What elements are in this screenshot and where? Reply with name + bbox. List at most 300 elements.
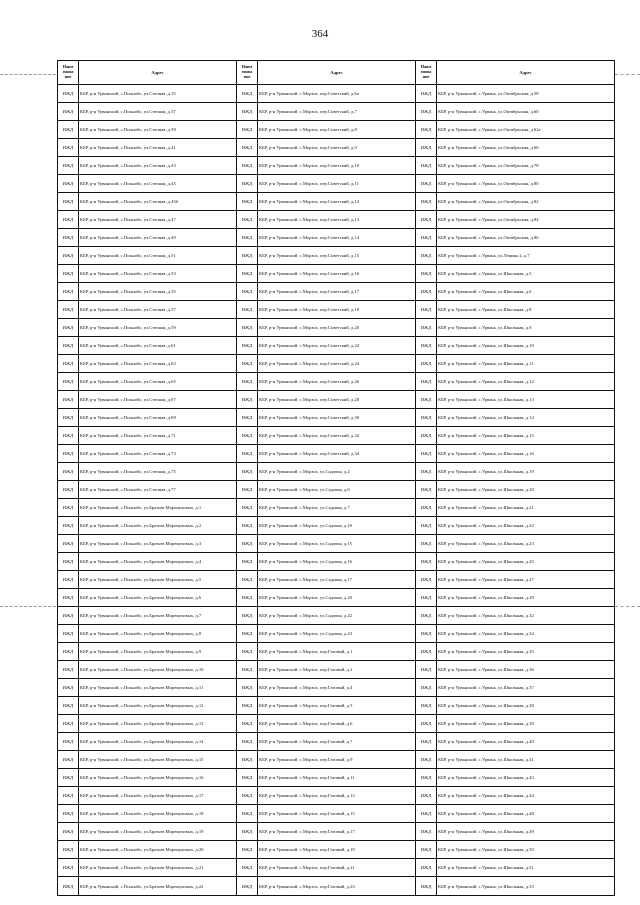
type-cell: ИЖД	[58, 805, 79, 823]
address-cell: КБР, р-н Урванский, с.Морзох, ул.Садовая, д.23	[258, 625, 416, 643]
address-cell: КБР, р-н Урванский, с.Псынабо, ул.Степная, д.65	[79, 373, 237, 391]
address-cell: КБР, р-н Урванский, с.Урвань, ул.Школьная, д.19	[437, 463, 615, 481]
address-cell: КБР, р-н Урванский, с.Псынабо, ул.Братьев Маремуковых, д.1	[79, 499, 237, 517]
type-cell: ИЖД	[58, 643, 79, 661]
type-cell: ИЖД	[58, 535, 79, 553]
type-cell: ИЖД	[58, 751, 79, 769]
table-row	[58, 427, 615, 445]
type-cell: ИЖД	[237, 859, 258, 877]
table-row	[58, 229, 615, 247]
address-cell: КБР, р-н Урванский, с.Морзох, пер.Советский, д.11	[258, 175, 416, 193]
address-cell: КБР, р-н Урванский, с.Урвань, ул.Школьная, д.40	[437, 733, 615, 751]
type-cell: ИЖД	[416, 481, 437, 499]
address-cell: КБР, р-н Урванский, с.Морзох, ул.Садовая, д.20	[258, 589, 416, 607]
address-cell: КБР, р-н Урванский, с.Морзох, пер.Советский, д.18	[258, 301, 416, 319]
type-cell: ИЖД	[416, 697, 437, 715]
type-cell: ИЖД	[416, 283, 437, 301]
address-cell: КБР, р-н Урванский, с.Урвань, ул.Школьная, д.51	[437, 859, 615, 877]
type-cell: ИЖД	[416, 571, 437, 589]
address-cell: КБР, р-н Урванский, с.Морзох, пер.Советский, д.17	[258, 283, 416, 301]
type-column-header: Наим енова ние	[58, 61, 79, 85]
table-row	[58, 193, 615, 211]
table-row	[58, 301, 615, 319]
type-cell: ИЖД	[237, 805, 258, 823]
address-cell: КБР, р-н Урванский, с.Урвань, ул.Школьная, д.34	[437, 625, 615, 643]
scan-mark-left	[0, 74, 56, 75]
address-cell: КБР, р-н Урванский, с.Псынабо, ул.Братьев Маремуковых, д.22	[79, 877, 237, 896]
address-cell: КБР, р-н Урванский, с.Морзох, пер.Газовый, д.4	[258, 679, 416, 697]
type-cell: ИЖД	[237, 247, 258, 265]
address-cell: КБР, р-н Урванский, с.Урвань, ул.Школьная, д.11	[437, 355, 615, 373]
address-cell: КБР, р-н Урванский, с.Урвань, ул.Школьная, д.16	[437, 445, 615, 463]
address-cell: КБР, р-н Урванский, с.Морзох, ул.Садовая, д.6	[258, 481, 416, 499]
address-cell: КБР, р-н Урванский, с.Морзох, пер.Советский, д.16	[258, 265, 416, 283]
address-cell: КБР, р-н Урванский, с.Псынабо, ул.Степная, д.47	[79, 211, 237, 229]
type-cell: ИЖД	[237, 733, 258, 751]
address-cell: КБР, р-н Урванский, с.Урвань, ул.Школьная, д.5	[437, 265, 615, 283]
address-cell: КБР, р-н Урванский, с.Морзох, пер.Советский, д.28	[258, 391, 416, 409]
address-cell: КБР, р-н Урванский, с.Псынабо, ул.Братьев Маремуковых, д.10	[79, 661, 237, 679]
address-cell: КБР, р-н Урванский, с.Морзох, пер.Газовый, д.9	[258, 751, 416, 769]
type-cell: ИЖД	[237, 787, 258, 805]
type-cell: ИЖД	[416, 607, 437, 625]
address-cell: КБР, р-н Урванский, с.Урвань, ул.Школьная, д.15	[437, 427, 615, 445]
address-cell: КБР, р-н Урванский, с.Псынабо, ул.Братьев Маремуковых, д.3	[79, 535, 237, 553]
table-row	[58, 823, 615, 841]
address-cell: КБР, р-н Урванский, с.Псынабо, ул.Степная, д.49	[79, 229, 237, 247]
table-row	[58, 805, 615, 823]
type-cell: ИЖД	[58, 247, 79, 265]
table-row	[58, 373, 615, 391]
address-cell: КБР, р-н Урванский, с.Псынабо, ул.Братьев Маремуковых, д.6	[79, 589, 237, 607]
table-row	[58, 535, 615, 553]
address-cell: КБР, р-н Урванский, с.Псынабо, ул.Степная, д.45б	[79, 193, 237, 211]
type-cell: ИЖД	[237, 283, 258, 301]
address-cell: КБР, р-н Урванский, с.Урвань, ул.Школьная, д.48	[437, 805, 615, 823]
type-cell: ИЖД	[237, 355, 258, 373]
address-cell: КБР, р-н Урванский, с.Морзох, пер.Советский, д.12	[258, 193, 416, 211]
type-cell: ИЖД	[416, 517, 437, 535]
type-cell: ИЖД	[416, 265, 437, 283]
type-cell: ИЖД	[416, 247, 437, 265]
address-cell: КБР, р-н Урванский, с.Псынабо, ул.Степная, д.41	[79, 139, 237, 157]
table-row	[58, 769, 615, 787]
address-cell: КБР, р-н Урванский, с.Урвань, ул.Школьная, д.38	[437, 697, 615, 715]
type-cell: ИЖД	[237, 769, 258, 787]
type-cell: ИЖД	[58, 499, 79, 517]
type-cell: ИЖД	[416, 121, 437, 139]
type-cell: ИЖД	[58, 463, 79, 481]
address-cell: КБР, р-н Урванский, с.Морзох, пер.Советский, д.8	[258, 121, 416, 139]
type-cell: ИЖД	[58, 319, 79, 337]
table-row	[58, 481, 615, 499]
type-cell: ИЖД	[237, 427, 258, 445]
address-cell: КБР, р-н Урванский, с.Урвань, ул.Октябрьская, д.58	[437, 85, 615, 103]
type-cell: ИЖД	[416, 211, 437, 229]
address-cell: КБР, р-н Урванский, с.Псынабо, ул.Братьев Маремуковых, д.4	[79, 553, 237, 571]
type-cell: ИЖД	[58, 733, 79, 751]
address-cell: КБР, р-н Урванский, с.Урвань, ул.Октябрьская, д.84	[437, 211, 615, 229]
table-row	[58, 589, 615, 607]
type-cell: ИЖД	[237, 661, 258, 679]
type-cell: ИЖД	[416, 373, 437, 391]
table-row	[58, 283, 615, 301]
address-cell: КБР, р-н Урванский, с.Морзох, пер.Газовый, д.7	[258, 733, 416, 751]
address-column-header: Адрес	[258, 61, 416, 85]
address-cell: КБР, р-н Урванский, с.Урвань, ул.Ленина 2, д.7	[437, 247, 615, 265]
type-cell: ИЖД	[416, 463, 437, 481]
table-row	[58, 319, 615, 337]
type-cell: ИЖД	[58, 877, 79, 896]
address-cell: КБР, р-н Урванский, с.Псынабо, ул.Степная, д.77	[79, 481, 237, 499]
table-row	[58, 841, 615, 859]
table-row	[58, 679, 615, 697]
type-cell: ИЖД	[58, 355, 79, 373]
type-cell: ИЖД	[416, 229, 437, 247]
address-cell: КБР, р-н Урванский, с.Морзох, пер.Газовый, д.13	[258, 787, 416, 805]
address-cell: КБР, р-н Урванский, с.Псынабо, ул.Степная, д.43	[79, 157, 237, 175]
address-cell: КБР, р-н Урванский, с.Морзох, пер.Советский, д.24	[258, 355, 416, 373]
address-cell: КБР, р-н Урванский, с.Псынабо, ул.Братьев Маремуковых, д.7	[79, 607, 237, 625]
scan-mark-right	[615, 74, 640, 75]
address-cell: КБР, р-н Урванский, с.Урвань, ул.Школьная, д.32	[437, 607, 615, 625]
address-cell: КБР, р-н Урванский, с.Урвань, ул.Школьная, д.23	[437, 535, 615, 553]
type-cell: ИЖД	[237, 823, 258, 841]
table-row	[58, 175, 615, 193]
address-cell: КБР, р-н Урванский, с.Морзох, ул.Садовая, д.7	[258, 499, 416, 517]
address-cell: КБР, р-н Урванский, с.Псынабо, ул.Братьев Маремуковых, д.8	[79, 625, 237, 643]
type-cell: ИЖД	[416, 139, 437, 157]
table-body	[58, 85, 615, 896]
type-cell: ИЖД	[237, 481, 258, 499]
type-cell: ИЖД	[58, 481, 79, 499]
type-cell: ИЖД	[416, 751, 437, 769]
table-row	[58, 625, 615, 643]
type-cell: ИЖД	[416, 715, 437, 733]
type-cell: ИЖД	[237, 679, 258, 697]
address-cell: КБР, р-н Урванский, с.Псынабо, ул.Степная, д.39	[79, 121, 237, 139]
table-row	[58, 733, 615, 751]
address-cell: КБР, р-н Урванский, с.Морзох, пер.Советский, д.14	[258, 229, 416, 247]
address-cell: КБР, р-н Урванский, с.Морзох, пер.Советский, д.15	[258, 247, 416, 265]
table-row	[58, 337, 615, 355]
type-cell: ИЖД	[416, 769, 437, 787]
type-cell: ИЖД	[416, 625, 437, 643]
table-row	[58, 139, 615, 157]
type-cell: ИЖД	[416, 337, 437, 355]
scan-mark-left	[0, 606, 56, 607]
type-cell: ИЖД	[237, 103, 258, 121]
table-row	[58, 121, 615, 139]
address-cell: КБР, р-н Урванский, с.Псынабо, ул.Степная, д.37	[79, 103, 237, 121]
type-cell: ИЖД	[237, 877, 258, 896]
address-cell: КБР, р-н Урванский, с.Псынабо, ул.Братьев Маремуковых, д.5	[79, 571, 237, 589]
address-cell: КБР, р-н Урванский, с.Морзох, пер.Газовый, д.23	[258, 877, 416, 896]
address-cell: КБР, р-н Урванский, с.Урвань, ул.Школьная, д.12	[437, 373, 615, 391]
address-cell: КБР, р-н Урванский, с.Морзох, пер.Советский, д.6а	[258, 85, 416, 103]
address-cell: КБР, р-н Урванский, с.Урвань, ул.Школьная, д.29	[437, 589, 615, 607]
address-cell: КБР, р-н Урванский, с.Урвань, ул.Школьная, д.41	[437, 751, 615, 769]
type-cell: ИЖД	[58, 85, 79, 103]
type-cell: ИЖД	[237, 193, 258, 211]
address-column-header: Адрес	[437, 61, 615, 85]
address-cell: КБР, р-н Урванский, с.Псынабо, ул.Степная, д.71	[79, 427, 237, 445]
address-cell: КБР, р-н Урванский, с.Урвань, ул.Октябрьская, д.62а	[437, 121, 615, 139]
address-cell: КБР, р-н Урванский, с.Псынабо, ул.Братьев Маремуковых, д.11	[79, 679, 237, 697]
address-cell: КБР, р-н Урванский, с.Морзох, пер.Советский, д.26	[258, 373, 416, 391]
table-row	[58, 409, 615, 427]
address-cell: КБР, р-н Урванский, с.Урвань, ул.Октябрьская, д.66	[437, 139, 615, 157]
type-cell: ИЖД	[237, 445, 258, 463]
type-cell: ИЖД	[237, 589, 258, 607]
address-cell: КБР, р-н Урванский, с.Псынабо, ул.Степная, д.73	[79, 445, 237, 463]
table-row	[58, 643, 615, 661]
address-cell: КБР, р-н Урванский, с.Морзох, пер.Газовый, д.5	[258, 697, 416, 715]
address-cell: КБР, р-н Урванский, с.Морзох, пер.Газовый, д.15	[258, 805, 416, 823]
type-cell: ИЖД	[58, 391, 79, 409]
address-cell: КБР, р-н Урванский, с.Псынабо, ул.Степная, д.69	[79, 409, 237, 427]
address-cell: КБР, р-н Урванский, с.Урвань, ул.Школьная, д.37	[437, 679, 615, 697]
type-cell: ИЖД	[416, 643, 437, 661]
table-row	[58, 715, 615, 733]
type-cell: ИЖД	[237, 319, 258, 337]
type-cell: ИЖД	[416, 841, 437, 859]
type-cell: ИЖД	[237, 607, 258, 625]
address-cell: КБР, р-н Урванский, с.Урвань, ул.Школьная, д.50	[437, 841, 615, 859]
type-cell: ИЖД	[416, 733, 437, 751]
address-cell: КБР, р-н Урванский, с.Псынабо, ул.Степная, д.55	[79, 283, 237, 301]
type-cell: ИЖД	[58, 823, 79, 841]
address-cell: КБР, р-н Урванский, с.Псынабо, ул.Степная, д.53	[79, 265, 237, 283]
table-row	[58, 445, 615, 463]
type-cell: ИЖД	[237, 643, 258, 661]
type-cell: ИЖД	[416, 391, 437, 409]
address-cell: КБР, р-н Урванский, с.Псынабо, ул.Степная, д.61	[79, 337, 237, 355]
address-cell: КБР, р-н Урванский, с.Морзох, пер.Газовый, д.6	[258, 715, 416, 733]
type-cell: ИЖД	[416, 859, 437, 877]
type-cell: ИЖД	[416, 427, 437, 445]
table-row	[58, 157, 615, 175]
type-cell: ИЖД	[237, 373, 258, 391]
table-row	[58, 85, 615, 103]
address-column-header: Адрес	[79, 61, 237, 85]
type-cell: ИЖД	[58, 157, 79, 175]
type-cell: ИЖД	[416, 661, 437, 679]
address-cell: КБР, р-н Урванский, с.Псынабо, ул.Братьев Маремуковых, д.21	[79, 859, 237, 877]
type-cell: ИЖД	[237, 625, 258, 643]
type-cell: ИЖД	[416, 85, 437, 103]
address-cell: КБР, р-н Урванский, с.Псынабо, ул.Братьев Маремуковых, д.19	[79, 823, 237, 841]
type-cell: ИЖД	[58, 571, 79, 589]
address-cell: КБР, р-н Урванский, с.Псынабо, ул.Степная, д.75	[79, 463, 237, 481]
address-cell: КБР, р-н Урванский, с.Морзох, пер.Газовый, д.19	[258, 841, 416, 859]
address-cell: КБР, р-н Урванский, с.Урвань, ул.Школьная, д.6	[437, 283, 615, 301]
address-cell: КБР, р-н Урванский, с.Морзох, ул.Садовая, д.15	[258, 535, 416, 553]
address-cell: КБР, р-н Урванский, с.Урвань, ул.Школьная, д.20	[437, 481, 615, 499]
table-row	[58, 553, 615, 571]
type-cell: ИЖД	[237, 715, 258, 733]
address-table	[57, 60, 615, 896]
table-row	[58, 463, 615, 481]
address-cell: КБР, р-н Урванский, с.Урвань, ул.Октябрьская, д.78	[437, 157, 615, 175]
type-cell: ИЖД	[416, 355, 437, 373]
type-cell: ИЖД	[416, 877, 437, 896]
type-cell: ИЖД	[237, 229, 258, 247]
address-cell: КБР, р-н Урванский, с.Псынабо, ул.Братьев Маремуковых, д.9	[79, 643, 237, 661]
address-cell: КБР, р-н Урванский, с.Псынабо, ул.Степная, д.67	[79, 391, 237, 409]
type-cell: ИЖД	[58, 841, 79, 859]
address-cell: КБР, р-н Урванский, с.Урвань, ул.Школьная, д.8	[437, 301, 615, 319]
type-cell: ИЖД	[237, 697, 258, 715]
address-cell: КБР, р-н Урванский, с.Морзох, пер.Газовый, д.11	[258, 769, 416, 787]
address-cell: КБР, р-н Урванский, с.Морзох, ул.Садовая, д.22	[258, 607, 416, 625]
type-cell: ИЖД	[237, 553, 258, 571]
table-row	[58, 391, 615, 409]
type-cell: ИЖД	[58, 589, 79, 607]
type-cell: ИЖД	[58, 139, 79, 157]
type-cell: ИЖД	[237, 841, 258, 859]
type-cell: ИЖД	[58, 679, 79, 697]
address-cell: КБР, р-н Урванский, с.Псынабо, ул.Братьев Маремуковых, д.18	[79, 805, 237, 823]
type-cell: ИЖД	[58, 661, 79, 679]
address-cell: КБР, р-н Урванский, с.Псынабо, ул.Степная, д.63	[79, 355, 237, 373]
address-cell: КБР, р-н Урванский, с.Псынабо, ул.Степная, д.51	[79, 247, 237, 265]
type-cell: ИЖД	[58, 859, 79, 877]
type-cell: ИЖД	[58, 607, 79, 625]
type-cell: ИЖД	[416, 589, 437, 607]
address-cell: КБР, р-н Урванский, с.Псынабо, ул.Степная, д.35	[79, 85, 237, 103]
type-cell: ИЖД	[416, 319, 437, 337]
address-cell: КБР, р-н Урванский, с.Морзох, пер.Советский, д.32	[258, 427, 416, 445]
address-cell: КБР, р-н Урванский, с.Урвань, ул.Школьная, д.13	[437, 391, 615, 409]
table-row	[58, 751, 615, 769]
type-cell: ИЖД	[58, 445, 79, 463]
address-cell: КБР, р-н Урванский, с.Урвань, ул.Октябрьская, д.86	[437, 229, 615, 247]
address-cell: КБР, р-н Урванский, с.Псынабо, ул.Братьев Маремуковых, д.2	[79, 517, 237, 535]
type-cell: ИЖД	[237, 211, 258, 229]
address-cell: КБР, р-н Урванский, с.Урвань, ул.Октябрьская, д.80	[437, 175, 615, 193]
type-cell: ИЖД	[237, 85, 258, 103]
type-cell: ИЖД	[237, 517, 258, 535]
address-cell: КБР, р-н Урванский, с.Морзох, пер.Советский, д.22	[258, 337, 416, 355]
table-row	[58, 265, 615, 283]
type-cell: ИЖД	[58, 121, 79, 139]
type-cell: ИЖД	[416, 175, 437, 193]
type-cell: ИЖД	[416, 805, 437, 823]
type-cell: ИЖД	[58, 697, 79, 715]
address-cell: КБР, р-н Урванский, с.Урвань, ул.Школьная, д.49	[437, 823, 615, 841]
address-cell: КБР, р-н Урванский, с.Морзох, пер.Советский, д.10	[258, 157, 416, 175]
type-cell: ИЖД	[58, 301, 79, 319]
address-cell: КБР, р-н Урванский, с.Морзох, пер.Советский, д.30	[258, 409, 416, 427]
address-cell: КБР, р-н Урванский, с.Урвань, ул.Школьная, д.25	[437, 553, 615, 571]
type-cell: ИЖД	[416, 301, 437, 319]
type-cell: ИЖД	[237, 391, 258, 409]
table-row	[58, 517, 615, 535]
table-row	[58, 571, 615, 589]
table-row	[58, 661, 615, 679]
table-row	[58, 355, 615, 373]
address-cell: КБР, р-н Урванский, с.Псынабо, ул.Степная, д.45	[79, 175, 237, 193]
type-cell: ИЖД	[58, 337, 79, 355]
table-row	[58, 247, 615, 265]
address-cell: КБР, р-н Урванский, с.Урвань, ул.Школьная, д.36	[437, 661, 615, 679]
type-cell: ИЖД	[58, 193, 79, 211]
type-cell: ИЖД	[416, 535, 437, 553]
type-cell: ИЖД	[416, 823, 437, 841]
type-cell: ИЖД	[237, 139, 258, 157]
address-cell: КБР, р-н Урванский, с.Морзох, ул.Садовая, д.16	[258, 553, 416, 571]
type-cell: ИЖД	[58, 553, 79, 571]
type-cell: ИЖД	[237, 463, 258, 481]
address-cell: КБР, р-н Урванский, с.Псынабо, ул.Братьев Маремуковых, д.20	[79, 841, 237, 859]
address-cell: КБР, р-н Урванский, с.Псынабо, ул.Степная, д.57	[79, 301, 237, 319]
table-row	[58, 859, 615, 877]
type-cell: ИЖД	[58, 625, 79, 643]
address-cell: КБР, р-н Урванский, с.Урвань, ул.Школьная, д.53	[437, 877, 615, 896]
type-cell: ИЖД	[237, 535, 258, 553]
type-cell: ИЖД	[416, 679, 437, 697]
type-cell: ИЖД	[58, 715, 79, 733]
address-cell: КБР, р-н Урванский, с.Урвань, ул.Школьная, д.9	[437, 319, 615, 337]
address-cell: КБР, р-н Урванский, с.Псынабо, ул.Степная, д.59	[79, 319, 237, 337]
table-row	[58, 103, 615, 121]
type-cell: ИЖД	[237, 499, 258, 517]
address-cell: КБР, р-н Урванский, с.Урвань, ул.Школьная, д.35	[437, 643, 615, 661]
address-cell: КБР, р-н Урванский, с.Урвань, ул.Октябрьская, д.82	[437, 193, 615, 211]
address-cell: КБР, р-н Урванский, с.Урвань, ул.Школьная, д.21	[437, 499, 615, 517]
type-cell: ИЖД	[237, 121, 258, 139]
address-cell: КБР, р-н Урванский, с.Урвань, ул.Школьная, д.44	[437, 787, 615, 805]
type-cell: ИЖД	[58, 283, 79, 301]
type-cell: ИЖД	[416, 409, 437, 427]
type-cell: ИЖД	[58, 517, 79, 535]
type-cell: ИЖД	[416, 499, 437, 517]
address-cell: КБР, р-н Урванский, с.Морзох, пер.Газовый, д.17	[258, 823, 416, 841]
address-cell: КБР, р-н Урванский, с.Урвань, ул.Школьная, д.22	[437, 517, 615, 535]
table-row	[58, 697, 615, 715]
type-cell: ИЖД	[237, 265, 258, 283]
address-cell: КБР, р-н Урванский, с.Урвань, ул.Школьная, д.14	[437, 409, 615, 427]
type-cell: ИЖД	[416, 445, 437, 463]
type-cell: ИЖД	[58, 265, 79, 283]
table-row	[58, 787, 615, 805]
type-column-header: Наим енова ние	[416, 61, 437, 85]
address-cell: КБР, р-н Урванский, с.Морзох, пер.Советский, д.13	[258, 211, 416, 229]
address-cell: КБР, р-н Урванский, с.Морзох, ул.Садовая, д.2	[258, 463, 416, 481]
address-cell: КБР, р-н Урванский, с.Урвань, ул.Октябрьская, д.60	[437, 103, 615, 121]
table-row	[58, 499, 615, 517]
address-cell: КБР, р-н Урванский, с.Псынабо, ул.Братьев Маремуковых, д.13	[79, 715, 237, 733]
table-row	[58, 607, 615, 625]
page-number: 364	[311, 28, 329, 40]
address-cell: КБР, р-н Урванский, с.Урвань, ул.Школьная, д.27	[437, 571, 615, 589]
address-cell: КБР, р-н Урванский, с.Морзох, ул.Садовая, д.10	[258, 517, 416, 535]
type-cell: ИЖД	[58, 373, 79, 391]
type-cell: ИЖД	[416, 787, 437, 805]
address-cell: КБР, р-н Урванский, с.Псынабо, ул.Братьев Маремуковых, д.14	[79, 733, 237, 751]
type-cell: ИЖД	[58, 409, 79, 427]
address-cell: КБР, р-н Урванский, с.Псынабо, ул.Братьев Маремуковых, д.16	[79, 769, 237, 787]
address-cell: КБР, р-н Урванский, с.Морзох, ул.Садовая, д.17	[258, 571, 416, 589]
type-cell: ИЖД	[237, 301, 258, 319]
type-cell: ИЖД	[58, 229, 79, 247]
type-cell: ИЖД	[416, 103, 437, 121]
type-cell: ИЖД	[237, 175, 258, 193]
address-cell: КБР, р-н Урванский, с.Морзох, пер.Советский, д.20	[258, 319, 416, 337]
address-cell: КБР, р-н Урванский, с.Морзох, пер.Советский, д.34	[258, 445, 416, 463]
address-cell: КБР, р-н Урванский, с.Урвань, ул.Школьная, д.43	[437, 769, 615, 787]
